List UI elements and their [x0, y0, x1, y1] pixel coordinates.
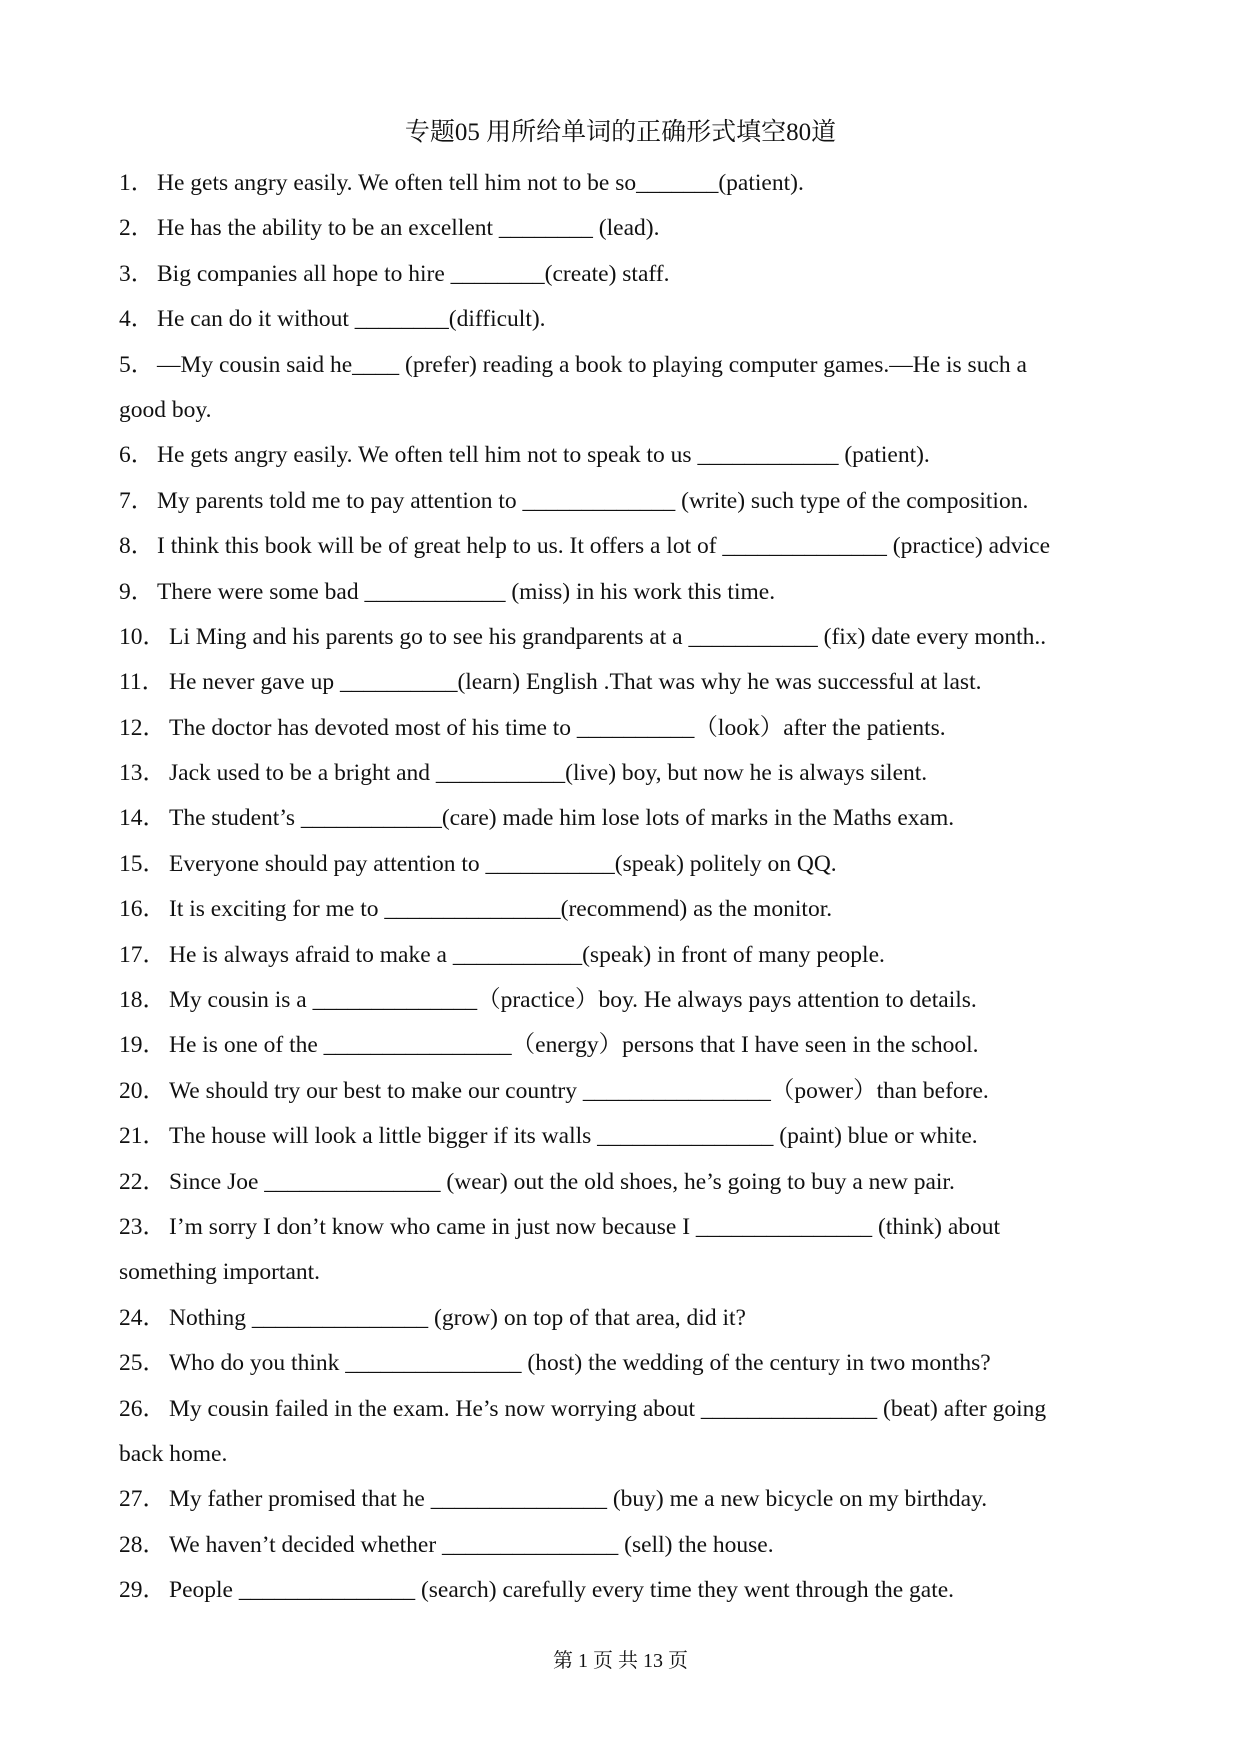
exercise-item [119, 1523, 1124, 1568]
exercise-text: Nothing _______________ (grow) on top of that area, did it? [169, 1304, 746, 1331]
exercise-item [119, 887, 1124, 932]
exercise-item [119, 1568, 1124, 1613]
exercise-item [119, 615, 1124, 660]
exercise-item [119, 1069, 1124, 1114]
exercise-number: 15． [119, 850, 166, 877]
exercise-number: 25． [119, 1350, 166, 1377]
exercise-text: Big companies all hope to hire ________(create) staff. [157, 260, 670, 287]
exercise-text: Since Joe _______________ (wear) out the old shoes, he’s going to buy a new pair. [169, 1168, 955, 1195]
exercise-number: 9． [119, 578, 155, 605]
exercise-item [119, 978, 1124, 1023]
exercise-text: something important. [119, 1259, 321, 1286]
exercise-item-continuation [119, 1250, 1124, 1295]
exercise-text: Jack used to be a bright and ___________(live) boy, but now he is always silent. [169, 760, 928, 787]
exercise-text: The house will look a little bigger if its walls _______________ (paint) blue or white. [169, 1123, 978, 1150]
exercise-item-continuation [119, 388, 1124, 433]
page-footer: 第 1 页 共 13 页 [553, 1650, 688, 1672]
exercise-item [119, 206, 1124, 251]
exercise-text: He gets angry easily. We often tell him not to speak to us ____________ (patient). [157, 442, 930, 469]
exercise-text: My cousin is a ______________（practice）boy. He always pays attention to details. [169, 987, 977, 1014]
exercise-text: It is exciting for me to _______________(recommend) as the monitor. [169, 896, 833, 923]
exercise-item [119, 1160, 1124, 1205]
exercise-number: 28． [119, 1531, 166, 1558]
exercise-number: 29． [119, 1577, 166, 1604]
exercise-number: 16． [119, 896, 166, 923]
exercise-number: 5． [119, 351, 155, 378]
exercise-item [119, 933, 1124, 978]
exercise-item [119, 706, 1124, 751]
exercise-number: 4． [119, 306, 155, 333]
exercise-text: back home. [119, 1440, 228, 1467]
exercise-text: We haven’t decided whether _______________ (sell) the house. [169, 1531, 774, 1558]
exercise-text: The doctor has devoted most of his time to __________（look）after the patients. [169, 714, 946, 741]
exercise-number: 23． [119, 1213, 166, 1240]
exercise-number: 19． [119, 1032, 166, 1059]
exercise-text: We should try our best to make our country ________________（power）than before. [169, 1077, 989, 1104]
exercise-text: He never gave up __________(learn) English .That was why he was successful at last. [169, 669, 982, 696]
exercise-number: 27． [119, 1486, 166, 1513]
exercise-text: good boy. [119, 396, 212, 423]
exercise-item [119, 1341, 1124, 1386]
exercise-text: People _______________ (search) carefully every time they went through the gate. [169, 1577, 955, 1604]
exercise-number: 8． [119, 533, 155, 560]
exercise-item [119, 479, 1124, 524]
exercise-text: The student’s ____________(care) made him lose lots of marks in the Maths exam. [169, 805, 955, 832]
exercise-text: He can do it without ________(difficult). [157, 306, 546, 333]
exercise-text: He is one of the ________________（energy）persons that I have seen in the school. [169, 1032, 979, 1059]
exercise-number: 12． [119, 714, 166, 741]
exercise-item-continuation [119, 1432, 1124, 1477]
exercise-number: 3． [119, 260, 155, 287]
exercise-number: 17． [119, 941, 166, 968]
exercise-text: There were some bad ____________ (miss) in his work this time. [157, 578, 776, 605]
exercise-text: My father promised that he _______________ (buy) me a new bicycle on my birthday. [169, 1486, 988, 1513]
exercise-number: 2． [119, 215, 155, 242]
exercise-item [119, 1477, 1124, 1522]
exercise-text: —My cousin said he____ (prefer) reading a book to playing computer games.—He is such a [157, 351, 1027, 378]
exercise-number: 26． [119, 1395, 166, 1422]
exercise-number: 7． [119, 487, 155, 514]
exercise-text: Everyone should pay attention to ___________(speak) politely on QQ. [169, 850, 837, 877]
exercise-number: 22． [119, 1168, 166, 1195]
exercise-item [119, 252, 1124, 297]
exercise-item [119, 433, 1124, 478]
exercise-text: Who do you think _______________ (host) the wedding of the century in two months? [169, 1350, 991, 1377]
exercise-item [119, 751, 1124, 796]
exercise-number: 10． [119, 623, 166, 650]
exercise-item [119, 1387, 1124, 1432]
exercise-number: 6． [119, 442, 155, 469]
page-title: 专题05 用所给单词的正确形式填空80道 [404, 119, 837, 146]
exercise-item [119, 161, 1124, 206]
exercise-number: 21． [119, 1123, 166, 1150]
exercise-number: 18． [119, 987, 166, 1014]
exercise-text: He has the ability to be an excellent ________ (lead). [157, 215, 660, 242]
exercise-number: 1． [119, 170, 155, 196]
exercise-item [119, 660, 1124, 705]
exercise-number: 13． [119, 760, 166, 787]
exercise-item [119, 1296, 1124, 1341]
exercise-item [119, 842, 1124, 887]
exercise-item [119, 1114, 1124, 1159]
exercise-item [119, 297, 1124, 342]
exercise-number: 24． [119, 1304, 166, 1331]
exercise-text: My cousin failed in the exam. He’s now worrying about _______________ (beat) after going [169, 1395, 1047, 1422]
exercise-list [119, 161, 1124, 1614]
exercise-number: 20． [119, 1077, 166, 1104]
exercise-text: He gets angry easily. We often tell him not to be so_______(patient). [157, 170, 804, 196]
exercise-text: He is always afraid to make a ___________(speak) in front of many people. [169, 941, 885, 968]
exercise-item [119, 1023, 1124, 1068]
exercise-text: I’m sorry I don’t know who came in just now because I _______________ (think) about [169, 1213, 1001, 1240]
exercise-number: 11． [119, 669, 166, 696]
exercise-item [119, 796, 1124, 841]
exercise-item [119, 1205, 1124, 1250]
exercise-text: Li Ming and his parents go to see his grandparents at a ___________ (fix) date every month.. [169, 623, 1047, 650]
exercise-text: I think this book will be of great help to us. It offers a lot of ______________ (practice) advice [157, 533, 1050, 560]
exercise-item [119, 343, 1124, 388]
exercise-item [119, 570, 1124, 615]
exercise-text: My parents told me to pay attention to _____________ (write) such type of the composition. [157, 487, 1029, 514]
exercise-number: 14． [119, 805, 166, 832]
exercise-item [119, 524, 1124, 569]
